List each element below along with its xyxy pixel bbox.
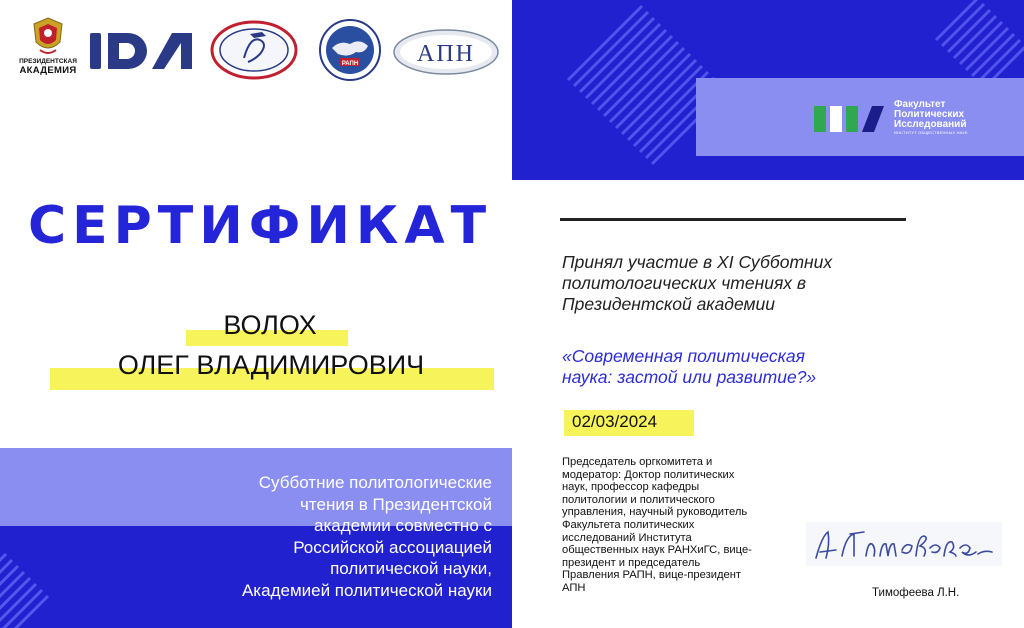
signer-line: Факультета политических	[562, 518, 695, 531]
rapn-logo-text: РАПН	[341, 61, 359, 67]
organizers-line: Субботние политологические	[258, 473, 492, 492]
certificate-title: СЕРТИФИКАТ	[28, 196, 493, 256]
handwritten-signature	[806, 522, 1002, 566]
recipient-surname: ВОЛОХ	[223, 310, 317, 340]
participation-line: Президентской академии	[562, 294, 775, 314]
academy-line1: ПРЕЗИДЕНТСКАЯ	[19, 58, 77, 65]
organizers-line: Российской ассоциацией	[293, 537, 492, 557]
idi-logo	[88, 30, 196, 72]
academy-line2: АКАДЕМИЯ	[19, 65, 77, 76]
organizers-line: чтения в Президентской	[300, 494, 492, 514]
topic-line: «Современная политическая	[562, 346, 806, 366]
event-date: 02/03/2024	[572, 412, 658, 431]
apn-logo-text: АПН	[417, 41, 475, 67]
signer-line: исследований Института	[562, 531, 692, 544]
faculty-logo-line2: Политических	[894, 109, 965, 120]
signer-line: управления, научный руководитель	[562, 506, 748, 519]
polit-readings-round-logo	[210, 20, 298, 80]
participation-text	[562, 252, 832, 315]
signer-name: Тимофеева Л.Н.	[872, 587, 960, 599]
organizers-line: Академией политической науки	[241, 580, 492, 600]
faculty-logo-line1: Факультет	[894, 99, 946, 110]
signer-line: Правления РАПН, вице-президент	[562, 569, 742, 582]
organizers-text	[72, 472, 492, 601]
participation-line: политологических чтениях в	[562, 273, 807, 293]
topic-line: наука: застой или развитие?»	[562, 367, 817, 387]
rapn-logo	[318, 18, 382, 82]
signer-description	[562, 456, 752, 595]
signer-line: политологии и политического	[562, 493, 715, 506]
organizers-line: академии совместно с	[314, 516, 492, 535]
signer-line: АПН	[562, 581, 586, 594]
signer-line: Председатель оргкомитета и	[562, 456, 713, 468]
presidential-academy-wordmark	[14, 57, 82, 75]
faculty-logo-mark	[814, 104, 884, 134]
event-topic	[562, 346, 816, 388]
organizers-line: политической науки,	[330, 559, 492, 578]
signer-line: президент и председатель	[562, 556, 701, 569]
divider-line	[560, 218, 906, 221]
faculty-logo-line4: ИНСТИТУТ ОБЩЕСТВЕННЫХ НАУК	[894, 130, 968, 135]
recipient-given-names: ОЛЕГ ВЛАДИМИРОВИЧ	[117, 350, 425, 380]
presidential-academy-emblem	[30, 16, 66, 56]
signer-line: общественных наук РАНХиГС, вице-	[562, 544, 752, 557]
signer-line: модератор: Доктор политических	[562, 468, 735, 481]
faculty-logo-line3: Исследований	[894, 119, 967, 130]
apn-logo	[392, 28, 500, 76]
signer-line: наук, профессор кафедры	[562, 481, 700, 494]
faculty-logo-text	[894, 100, 968, 136]
participation-line: Принял участие в XI Субботних	[562, 252, 833, 272]
